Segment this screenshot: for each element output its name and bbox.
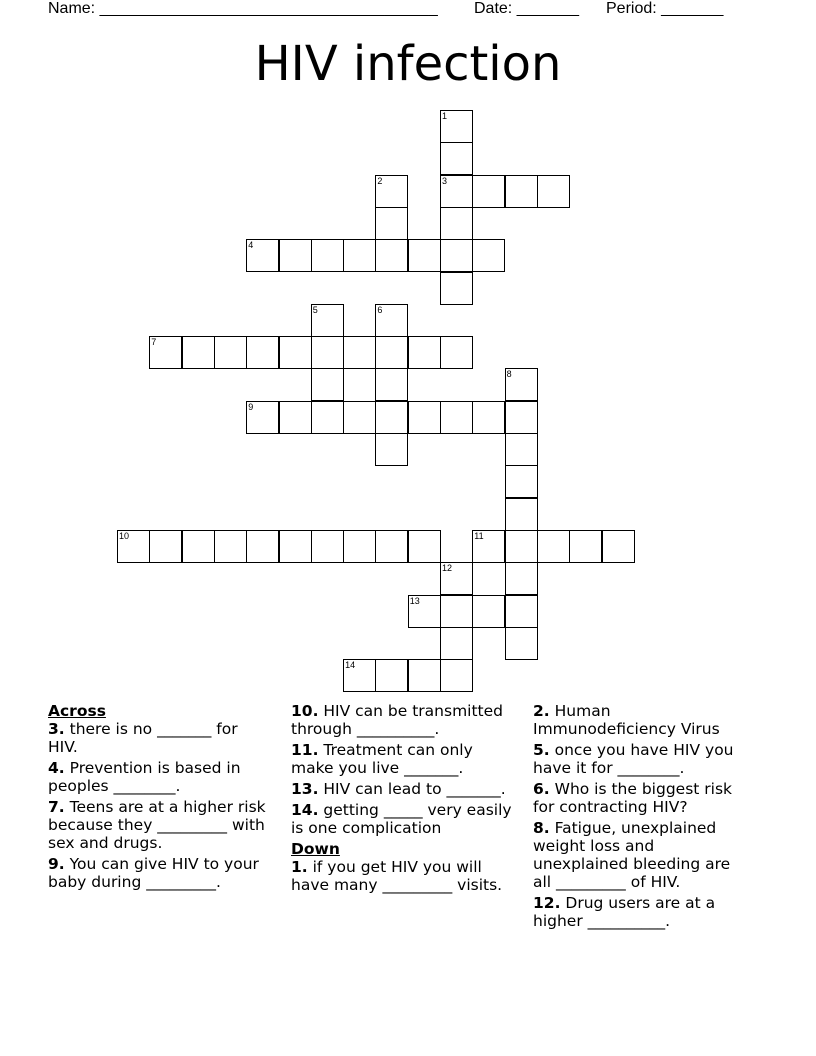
clue-item: 1. if you get HIV you will have many _________ visits. bbox=[291, 858, 503, 894]
clue-item: 8. Fatigue, unexplained weight loss and unexplained bleeding are all _________ of HIV. bbox=[533, 819, 731, 891]
grid-cell[interactable] bbox=[343, 659, 376, 692]
grid-cell[interactable] bbox=[311, 530, 344, 563]
date-field: Date: _______ bbox=[474, 0, 579, 17]
grid-cell[interactable] bbox=[472, 401, 505, 434]
grid-cell[interactable] bbox=[440, 562, 473, 595]
grid-cell[interactable] bbox=[440, 401, 473, 434]
grid-cell[interactable] bbox=[214, 336, 247, 369]
grid-cell[interactable] bbox=[505, 562, 538, 595]
clue-item: 14. getting _____ very easily is one complication bbox=[291, 801, 512, 837]
grid-cell[interactable] bbox=[182, 530, 215, 563]
grid-cell[interactable] bbox=[505, 595, 538, 628]
clues-column-1 bbox=[48, 702, 268, 894]
grid-cell[interactable] bbox=[440, 239, 473, 272]
grid-cell[interactable] bbox=[311, 239, 344, 272]
grid-cell[interactable] bbox=[440, 175, 473, 208]
cell-number: 3 bbox=[442, 175, 448, 186]
grid-cell[interactable] bbox=[343, 239, 376, 272]
cell-number: 9 bbox=[248, 401, 254, 412]
grid-cell[interactable] bbox=[214, 530, 247, 563]
grid-cell[interactable] bbox=[408, 336, 441, 369]
clue-item: 11. Treatment can only make you live _______. bbox=[291, 741, 473, 777]
clue-item: 10. HIV can be transmitted through __________. bbox=[291, 702, 504, 738]
clue-item: 6. Who is the biggest risk for contracting HIV? bbox=[533, 780, 733, 816]
grid-cell[interactable] bbox=[602, 530, 635, 563]
grid-cell[interactable] bbox=[246, 401, 279, 434]
grid-cell[interactable] bbox=[408, 401, 441, 434]
grid-cell[interactable] bbox=[279, 239, 312, 272]
grid-cell[interactable] bbox=[149, 530, 182, 563]
grid-cell[interactable] bbox=[375, 433, 408, 466]
grid-cell[interactable] bbox=[375, 659, 408, 692]
cell-number: 8 bbox=[506, 369, 512, 380]
cell-number: 10 bbox=[119, 530, 130, 541]
grid-cell[interactable] bbox=[440, 336, 473, 369]
grid-cell[interactable] bbox=[149, 336, 182, 369]
grid-cell[interactable] bbox=[375, 175, 408, 208]
cell-number: 6 bbox=[377, 304, 383, 315]
name-field: Name: ______________________________________ bbox=[48, 0, 438, 17]
grid-cell[interactable] bbox=[505, 530, 538, 563]
grid-cell[interactable] bbox=[375, 336, 408, 369]
grid-cell[interactable] bbox=[408, 530, 441, 563]
grid-cell[interactable] bbox=[375, 368, 408, 401]
grid-cell[interactable] bbox=[505, 368, 538, 401]
clue-item: 2. Human Immunodeficiency Virus bbox=[533, 702, 720, 738]
cell-number: 1 bbox=[442, 111, 448, 121]
clue-item: 4. Prevention is based in peoples ________. bbox=[48, 759, 241, 795]
grid-cell[interactable] bbox=[440, 659, 473, 692]
grid-cell[interactable] bbox=[537, 175, 570, 208]
grid-cell[interactable] bbox=[311, 304, 344, 337]
grid-cell[interactable] bbox=[505, 401, 538, 434]
grid-cell[interactable] bbox=[472, 175, 505, 208]
clues-column-3 bbox=[533, 702, 753, 933]
clue-item: 12. Drug users are at a higher __________. bbox=[533, 894, 716, 930]
grid-cell[interactable] bbox=[440, 627, 473, 660]
across-heading: Across bbox=[48, 702, 106, 720]
cell-number: 11 bbox=[474, 530, 484, 541]
grid-cell[interactable] bbox=[408, 595, 441, 628]
grid-cell[interactable] bbox=[246, 530, 279, 563]
grid-cell[interactable] bbox=[569, 530, 602, 563]
grid-cell[interactable] bbox=[440, 595, 473, 628]
grid-cell[interactable] bbox=[311, 368, 344, 401]
grid-cell[interactable] bbox=[375, 401, 408, 434]
clue-item: 5. once you have HIV you have it for ________. bbox=[533, 741, 734, 777]
grid-cell[interactable] bbox=[375, 239, 408, 272]
cell-number: 7 bbox=[151, 337, 157, 348]
grid-cell[interactable] bbox=[343, 401, 376, 434]
down-heading: Down bbox=[291, 840, 340, 858]
cell-number: 14 bbox=[345, 660, 356, 671]
grid-cell[interactable] bbox=[408, 659, 441, 692]
cell-number: 13 bbox=[409, 595, 420, 606]
cell-number: 4 bbox=[248, 240, 254, 251]
grid-cell[interactable] bbox=[505, 465, 538, 498]
grid-cell[interactable] bbox=[505, 175, 538, 208]
period-field: Period: _______ bbox=[606, 0, 724, 17]
grid-cell[interactable] bbox=[279, 530, 312, 563]
grid-cell[interactable] bbox=[440, 110, 473, 143]
grid-cell[interactable] bbox=[279, 336, 312, 369]
grid-cell[interactable] bbox=[279, 401, 312, 434]
grid-cell[interactable] bbox=[440, 142, 473, 175]
grid-cell[interactable] bbox=[311, 401, 344, 434]
grid-cell[interactable] bbox=[537, 530, 570, 563]
cell-number: 12 bbox=[442, 563, 453, 574]
grid-cell[interactable] bbox=[408, 239, 441, 272]
grid-cell[interactable] bbox=[472, 530, 505, 563]
grid-cell[interactable] bbox=[505, 433, 538, 466]
grid-cell[interactable] bbox=[472, 239, 505, 272]
grid-cell[interactable] bbox=[472, 595, 505, 628]
grid-cell[interactable] bbox=[311, 336, 344, 369]
clues-column-2 bbox=[291, 702, 516, 897]
clue-item: 7. Teens are at a higher risk because they _________ with sex and drugs. bbox=[48, 798, 266, 852]
grid-cell[interactable] bbox=[375, 304, 408, 337]
grid-cell[interactable] bbox=[246, 336, 279, 369]
grid-cell[interactable] bbox=[117, 530, 150, 563]
grid-cell[interactable] bbox=[343, 336, 376, 369]
grid-cell[interactable] bbox=[505, 627, 538, 660]
clue-item: 3. there is no _______ for HIV. bbox=[48, 720, 238, 756]
grid-cell[interactable] bbox=[343, 530, 376, 563]
grid-cell[interactable] bbox=[440, 207, 473, 240]
grid-cell[interactable] bbox=[440, 272, 473, 305]
page-title: HIV infection bbox=[254, 36, 562, 92]
grid-cell[interactable] bbox=[375, 207, 408, 240]
grid-cell[interactable] bbox=[182, 336, 215, 369]
grid-cell[interactable] bbox=[246, 239, 279, 272]
grid-cell[interactable] bbox=[375, 530, 408, 563]
cell-number: 5 bbox=[312, 304, 318, 315]
clue-item: 13. HIV can lead to _______. bbox=[291, 780, 506, 798]
grid-cell[interactable] bbox=[505, 498, 538, 531]
cell-number: 2 bbox=[377, 175, 383, 186]
clue-item: 9. You can give HIV to your baby during _________. bbox=[48, 855, 259, 891]
